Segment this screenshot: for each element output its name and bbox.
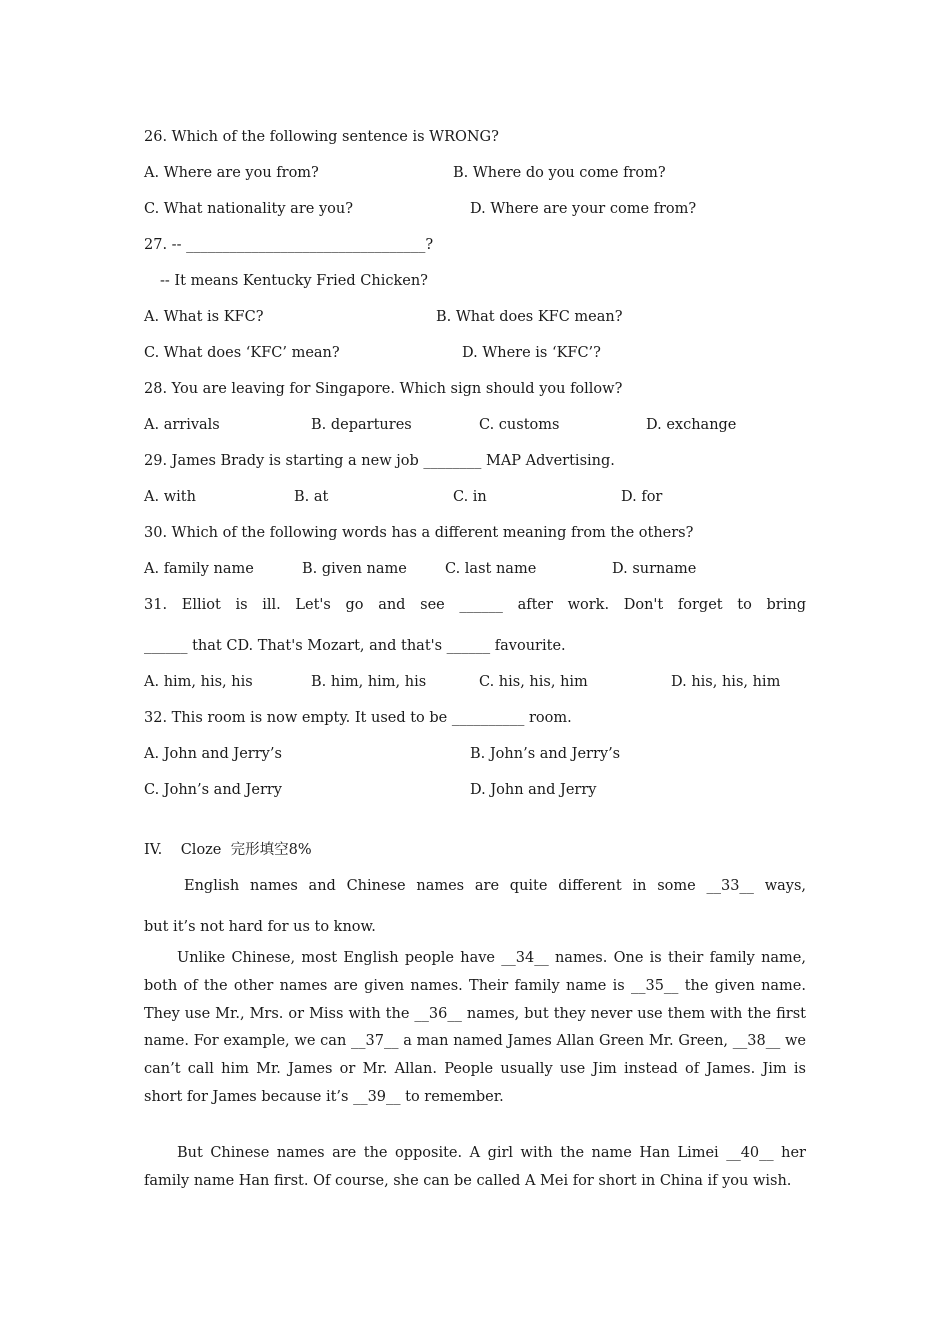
q28-option-b: B. departures xyxy=(311,417,412,433)
q26-option-d: D. Where are your come from? xyxy=(470,201,697,217)
q30-stem: 30. Which of the following words has a different meaning from the others? xyxy=(144,525,694,541)
q27-option-c: C. What does ‘KFC’ mean? xyxy=(144,345,340,361)
q29-stem: 29. James Brady is starting a new job ________ MAP Advertising. xyxy=(144,453,615,469)
q31-stem-line1: 31. Elliot is ill. Let's go and see ______ after work. Don't forget to bring xyxy=(144,597,806,613)
q28-stem: 28. You are leaving for Singapore. Which sign should you follow? xyxy=(144,381,623,397)
q31-option-a: A. him, his, his xyxy=(144,674,253,690)
q27-response: -- It means Kentucky Fried Chicken? xyxy=(160,273,428,289)
q28-option-c: C. customs xyxy=(479,417,560,433)
q27-option-a: A. What is KFC? xyxy=(144,309,264,325)
q31-option-b: B. him, him, his xyxy=(311,674,427,690)
q27-stem: 27. -- _________________________________? xyxy=(144,237,434,253)
q29-option-d: D. for xyxy=(621,489,663,505)
cloze-paragraph-3: But Chinese names are the opposite. A girl with the name Han Limei __40__ her family name Han first. Of course, she can be called A Mei for short in China if you wish. xyxy=(144,1145,806,1189)
q32-option-d: D. John and Jerry xyxy=(470,782,597,798)
q27-option-b: B. What does KFC mean? xyxy=(436,309,623,325)
q31-option-c: C. his, his, him xyxy=(479,674,588,690)
cloze-paragraph-2: Unlike Chinese, most English people have __34__ names. One is their family name, both of the other names are given names. Their family name is __35__ the given name. They use Mr., Mrs. or Miss with the __36__ names, but they never use them with the first name. For example, we can __37__ a man named James Allan Green Mr. Green, __38__ we can’t call him Mr. James or Mr. Allan. People usually use Jim instead of James. Jim is short for James because it’s __39__ to remember. xyxy=(144,950,806,1105)
q32-option-b: B. John’s and Jerry’s xyxy=(470,746,621,762)
q29-option-a: A. with xyxy=(144,489,196,505)
q30-option-b: B. given name xyxy=(302,561,407,577)
cloze-p1-line1: English names and Chinese names are quite different in some __33__ ways, xyxy=(184,878,806,894)
q26-option-a: A. Where are you from? xyxy=(144,165,319,181)
q32-stem: 32. This room is now empty. It used to be __________ room. xyxy=(144,710,572,726)
q30-option-d: D. surname xyxy=(612,561,697,577)
q32-option-c: C. John’s and Jerry xyxy=(144,782,282,798)
q27-option-d: D. Where is ‘KFC’? xyxy=(462,345,601,361)
q26-option-b: B. Where do you come from? xyxy=(453,165,666,181)
q29-option-b: B. at xyxy=(294,489,329,505)
section-heading: IV. Cloze 完形填空8% xyxy=(144,842,312,858)
q31-option-d: D. his, his, him xyxy=(671,674,781,690)
q28-option-d: D. exchange xyxy=(646,417,737,433)
q30-option-c: C. last name xyxy=(445,561,537,577)
cloze-p1-line2: but it’s not hard for us to know. xyxy=(144,919,376,935)
q30-option-a: A. family name xyxy=(144,561,254,577)
q29-option-c: C. in xyxy=(453,489,487,505)
q28-option-a: A. arrivals xyxy=(144,417,220,433)
q26-option-c: C. What nationality are you? xyxy=(144,201,353,217)
q26-stem: 26. Which of the following sentence is WRONG? xyxy=(144,129,499,145)
q31-stem-line2: ______ that CD. That's Mozart, and that's ______ favourite. xyxy=(144,638,566,654)
q32-option-a: A. John and Jerry’s xyxy=(144,746,282,762)
